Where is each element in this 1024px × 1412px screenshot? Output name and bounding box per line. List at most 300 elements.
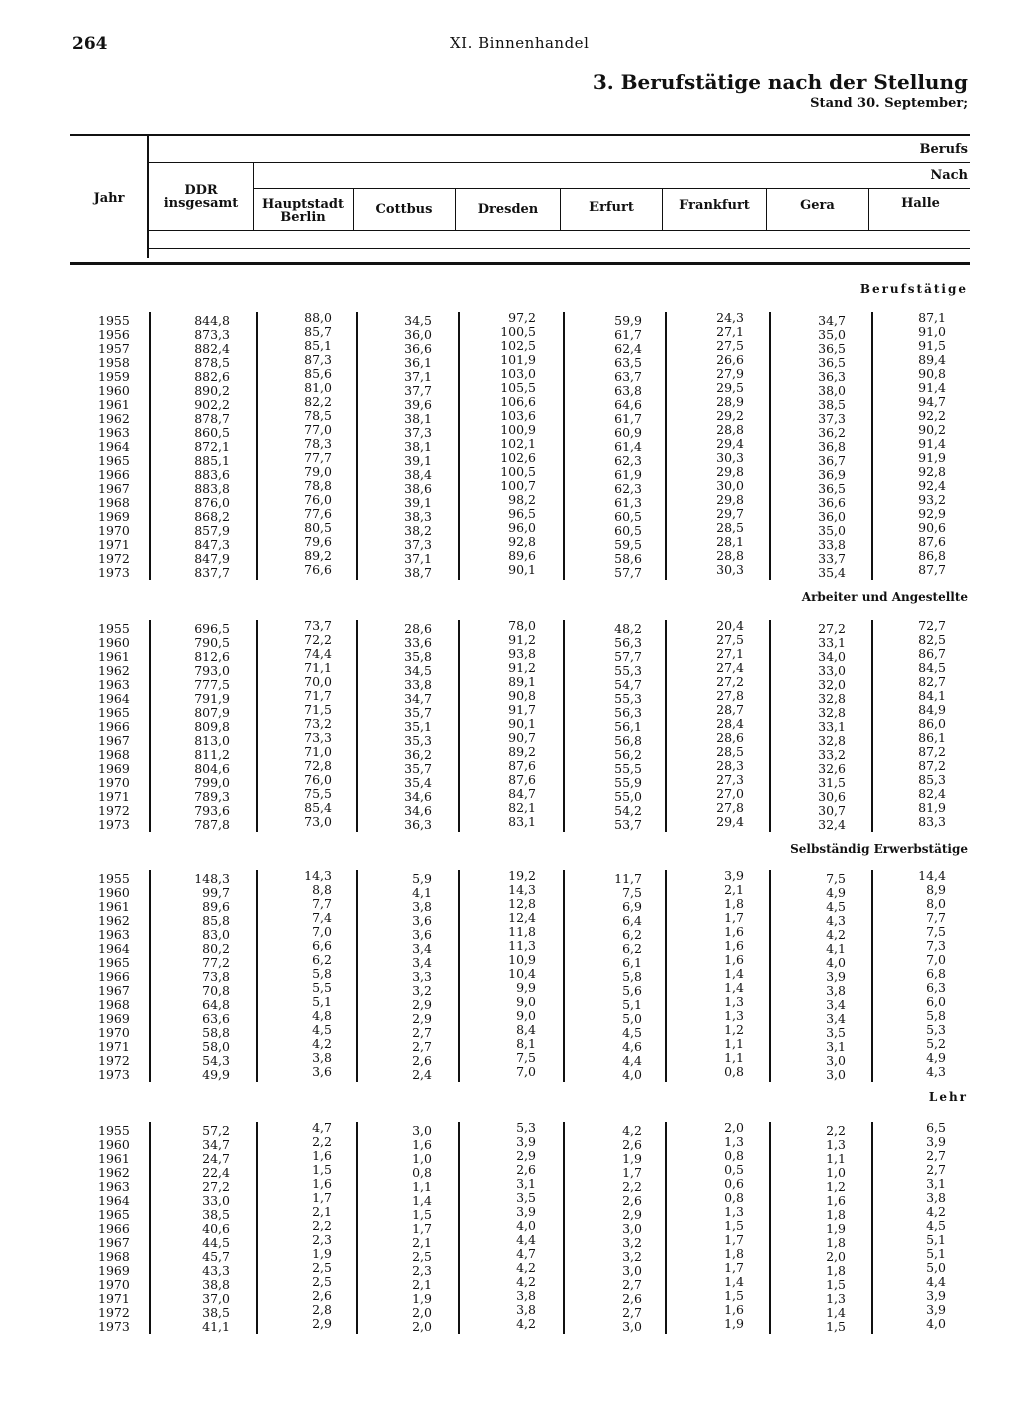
header-col-sep xyxy=(253,163,254,230)
value-cell: 22,4 xyxy=(202,1165,230,1180)
value-cell: 873,3 xyxy=(194,327,230,342)
value-column xyxy=(614,622,642,832)
value-cell: 89,2 xyxy=(508,744,536,759)
value-cell: 811,2 xyxy=(194,747,230,762)
value-cell: 89,6 xyxy=(202,899,230,914)
value-cell: 92,9 xyxy=(918,506,946,521)
value-cell: 27,2 xyxy=(716,674,744,689)
value-cell: 3,9 xyxy=(826,969,846,984)
value-cell: 2,0 xyxy=(826,1249,846,1264)
header-divider xyxy=(147,136,149,258)
value-cell: 56,8 xyxy=(614,733,642,748)
year-cell: 1966 xyxy=(98,719,130,734)
value-cell: 1,3 xyxy=(826,1291,846,1306)
value-cell: 103,0 xyxy=(500,366,536,381)
value-cell: 36,7 xyxy=(818,453,846,468)
value-cell: 860,5 xyxy=(194,425,230,440)
value-column xyxy=(304,619,332,829)
value-cell: 2,1 xyxy=(312,1204,332,1219)
value-cell: 61,7 xyxy=(614,411,642,426)
chapter-title: XI. Binnenhandel xyxy=(450,34,590,52)
value-cell: 790,5 xyxy=(194,635,230,650)
value-cell: 44,5 xyxy=(202,1235,230,1250)
value-cell: 3,6 xyxy=(412,927,432,942)
value-cell: 73,8 xyxy=(202,969,230,984)
value-cell: 791,9 xyxy=(194,691,230,706)
value-cell: 4,3 xyxy=(826,913,846,928)
value-cell: 11,3 xyxy=(508,938,536,953)
value-cell: 36,5 xyxy=(818,355,846,370)
value-cell: 81,9 xyxy=(918,800,946,815)
value-column xyxy=(818,622,846,832)
value-cell: 90,1 xyxy=(508,562,536,577)
value-cell: 54,2 xyxy=(614,803,642,818)
ddr-header: DDR insgesamt xyxy=(163,183,239,211)
value-cell: 33,2 xyxy=(818,747,846,762)
year-column xyxy=(98,622,130,832)
value-cell: 1,1 xyxy=(826,1151,846,1166)
value-cell: 11,8 xyxy=(508,924,536,939)
value-cell: 1,3 xyxy=(724,1008,744,1023)
value-cell: 82,4 xyxy=(918,786,946,801)
value-cell: 696,5 xyxy=(194,621,230,636)
value-cell: 0,8 xyxy=(724,1148,744,1163)
value-cell: 3,5 xyxy=(826,1025,846,1040)
value-cell: 5,8 xyxy=(312,966,332,981)
value-cell: 2,6 xyxy=(622,1193,642,1208)
value-cell: 6,4 xyxy=(622,913,642,928)
year-cell: 1966 xyxy=(98,969,130,984)
value-cell: 81,0 xyxy=(304,380,332,395)
value-cell: 4,2 xyxy=(516,1274,536,1289)
year-cell: 1963 xyxy=(98,927,130,942)
value-cell: 60,5 xyxy=(614,523,642,538)
value-cell: 55,3 xyxy=(614,691,642,706)
value-cell: 27,0 xyxy=(716,786,744,801)
value-column xyxy=(724,869,744,1079)
value-cell: 2,7 xyxy=(412,1025,432,1040)
year-cell: 1960 xyxy=(98,383,130,398)
value-cell: 36,0 xyxy=(818,509,846,524)
value-cell: 1,9 xyxy=(412,1291,432,1306)
value-cell: 37,3 xyxy=(404,425,432,440)
value-cell: 6,6 xyxy=(312,938,332,953)
column-separator xyxy=(769,312,771,580)
value-cell: 92,2 xyxy=(918,408,946,423)
column-separator xyxy=(149,620,151,832)
col-header-cottbus: Cottbus xyxy=(375,202,433,217)
year-cell: 1972 xyxy=(98,1305,130,1320)
value-cell: 102,5 xyxy=(500,338,536,353)
value-cell: 29,4 xyxy=(716,436,744,451)
value-cell: 1,8 xyxy=(724,896,744,911)
value-cell: 2,8 xyxy=(312,1302,332,1317)
section-title: Berufstätige xyxy=(859,282,968,296)
value-cell: 882,6 xyxy=(194,369,230,384)
value-cell: 32,4 xyxy=(818,817,846,832)
year-cell: 1972 xyxy=(98,1053,130,1068)
value-cell: 89,4 xyxy=(918,352,946,367)
value-cell: 88,0 xyxy=(304,310,332,325)
section-title: Selbständig Erwerbstätige xyxy=(790,842,968,856)
year-cell: 1968 xyxy=(98,495,130,510)
value-cell: 2,9 xyxy=(412,997,432,1012)
value-cell: 4,9 xyxy=(826,885,846,900)
year-cell: 1970 xyxy=(98,775,130,790)
header-rule-3 xyxy=(149,230,970,231)
value-cell: 34,5 xyxy=(404,313,432,328)
value-cell: 6,5 xyxy=(926,1120,946,1135)
value-cell: 3,2 xyxy=(622,1235,642,1250)
value-cell: 5,0 xyxy=(622,1011,642,1026)
year-cell: 1960 xyxy=(98,635,130,650)
value-cell: 78,0 xyxy=(508,618,536,633)
value-cell: 87,6 xyxy=(918,534,946,549)
value-cell: 2,1 xyxy=(724,882,744,897)
value-cell: 7,0 xyxy=(926,952,946,967)
value-cell: 64,8 xyxy=(202,997,230,1012)
value-cell: 87,6 xyxy=(508,758,536,773)
header-col-sep xyxy=(560,188,561,230)
value-column xyxy=(724,1121,744,1331)
value-cell: 3,8 xyxy=(312,1050,332,1065)
value-cell: 4,2 xyxy=(516,1260,536,1275)
value-column xyxy=(614,872,642,1082)
value-cell: 1,4 xyxy=(412,1193,432,1208)
value-cell: 85,4 xyxy=(304,800,332,815)
value-cell: 80,2 xyxy=(202,941,230,956)
value-cell: 1,6 xyxy=(724,924,744,939)
value-cell: 6,2 xyxy=(622,927,642,942)
column-separator xyxy=(458,870,460,1082)
value-cell: 84,9 xyxy=(918,702,946,717)
value-cell: 4,0 xyxy=(516,1218,536,1233)
value-cell: 33,6 xyxy=(404,635,432,650)
value-cell: 34,7 xyxy=(818,313,846,328)
column-separator xyxy=(871,312,873,580)
value-cell: 36,3 xyxy=(818,369,846,384)
value-column xyxy=(918,619,946,829)
value-cell: 5,6 xyxy=(622,983,642,998)
year-column xyxy=(98,1124,130,1334)
value-cell: 1,6 xyxy=(724,1302,744,1317)
value-cell: 8,1 xyxy=(516,1036,536,1051)
value-cell: 36,2 xyxy=(818,425,846,440)
value-cell: 883,6 xyxy=(194,467,230,482)
value-cell: 62,3 xyxy=(614,453,642,468)
column-separator xyxy=(149,312,151,580)
column-separator xyxy=(563,620,565,832)
value-cell: 37,1 xyxy=(404,551,432,566)
value-cell: 7,5 xyxy=(622,885,642,900)
value-cell: 1,5 xyxy=(412,1207,432,1222)
value-cell: 1,7 xyxy=(724,910,744,925)
value-cell: 2,9 xyxy=(622,1207,642,1222)
value-cell: 3,8 xyxy=(826,983,846,998)
value-cell: 78,3 xyxy=(304,436,332,451)
value-cell: 63,7 xyxy=(614,369,642,384)
table-subtitle: Stand 30. September; xyxy=(810,96,968,111)
value-cell: 28,8 xyxy=(716,422,744,437)
value-cell: 98,2 xyxy=(508,492,536,507)
value-column xyxy=(194,622,230,832)
value-cell: 90,6 xyxy=(918,520,946,535)
year-cell: 1969 xyxy=(98,509,130,524)
value-cell: 56,1 xyxy=(614,719,642,734)
value-cell: 2,7 xyxy=(622,1277,642,1292)
value-cell: 77,7 xyxy=(304,450,332,465)
value-cell: 86,7 xyxy=(918,646,946,661)
value-cell: 3,4 xyxy=(826,1011,846,1026)
value-cell: 3,9 xyxy=(516,1204,536,1219)
column-separator xyxy=(871,1122,873,1334)
value-cell: 37,1 xyxy=(404,369,432,384)
value-cell: 60,5 xyxy=(614,509,642,524)
value-cell: 87,1 xyxy=(918,310,946,325)
column-separator xyxy=(458,620,460,832)
value-cell: 61,3 xyxy=(614,495,642,510)
value-cell: 33,8 xyxy=(404,677,432,692)
value-cell: 2,2 xyxy=(312,1218,332,1233)
value-cell: 54,3 xyxy=(202,1053,230,1068)
value-cell: 28,1 xyxy=(716,534,744,549)
value-cell: 8,9 xyxy=(926,882,946,897)
value-cell: 55,3 xyxy=(614,663,642,678)
column-separator xyxy=(458,312,460,580)
value-cell: 2,5 xyxy=(412,1249,432,1264)
value-cell: 33,8 xyxy=(818,537,846,552)
value-cell: 8,4 xyxy=(516,1022,536,1037)
value-cell: 5,3 xyxy=(516,1120,536,1135)
value-cell: 30,7 xyxy=(818,803,846,818)
value-cell: 1,7 xyxy=(312,1190,332,1205)
value-cell: 24,3 xyxy=(716,310,744,325)
value-cell: 1,3 xyxy=(724,1204,744,1219)
column-separator xyxy=(665,870,667,1082)
value-cell: 32,8 xyxy=(818,691,846,706)
value-cell: 1,5 xyxy=(724,1218,744,1233)
value-cell: 78,8 xyxy=(304,478,332,493)
header-rule-2 xyxy=(253,188,970,189)
value-cell: 84,7 xyxy=(508,786,536,801)
value-cell: 27,9 xyxy=(716,366,744,381)
value-cell: 89,2 xyxy=(304,548,332,563)
value-cell: 56,3 xyxy=(614,705,642,720)
value-cell: 20,4 xyxy=(716,618,744,633)
value-cell: 9,9 xyxy=(516,980,536,995)
value-cell: 1,7 xyxy=(724,1232,744,1247)
value-cell: 80,5 xyxy=(304,520,332,535)
value-cell: 24,7 xyxy=(202,1151,230,1166)
value-cell: 3,6 xyxy=(312,1064,332,1079)
year-cell: 1958 xyxy=(98,355,130,370)
value-cell: 29,4 xyxy=(716,814,744,829)
value-cell: 813,0 xyxy=(194,733,230,748)
value-cell: 5,5 xyxy=(312,980,332,995)
col-header-erfurt: Erfurt xyxy=(589,200,634,215)
col-header-berlin: Hauptstadt Berlin xyxy=(261,197,345,225)
value-cell: 35,7 xyxy=(404,761,432,776)
value-cell: 804,6 xyxy=(194,761,230,776)
value-cell: 33,0 xyxy=(818,663,846,678)
value-cell: 39,1 xyxy=(404,453,432,468)
value-cell: 38,5 xyxy=(202,1305,230,1320)
value-cell: 1,3 xyxy=(724,994,744,1009)
col-header-dresden: Dresden xyxy=(477,202,539,217)
value-cell: 72,2 xyxy=(304,632,332,647)
value-cell: 2,2 xyxy=(312,1134,332,1149)
value-cell: 36,8 xyxy=(818,439,846,454)
value-cell: 32,0 xyxy=(818,677,846,692)
value-cell: 101,9 xyxy=(500,352,536,367)
value-cell: 5,1 xyxy=(926,1232,946,1247)
year-cell: 1964 xyxy=(98,691,130,706)
value-cell: 63,8 xyxy=(614,383,642,398)
value-cell: 39,1 xyxy=(404,495,432,510)
year-cell: 1955 xyxy=(98,1123,130,1138)
value-cell: 78,5 xyxy=(304,408,332,423)
value-cell: 1,8 xyxy=(826,1235,846,1250)
value-cell: 3,5 xyxy=(516,1190,536,1205)
value-cell: 37,3 xyxy=(818,411,846,426)
value-cell: 61,9 xyxy=(614,467,642,482)
value-cell: 5,0 xyxy=(926,1260,946,1275)
value-cell: 35,0 xyxy=(818,523,846,538)
value-cell: 4,4 xyxy=(622,1053,642,1068)
value-cell: 2,7 xyxy=(622,1305,642,1320)
value-cell: 71,7 xyxy=(304,688,332,703)
value-cell: 90,2 xyxy=(918,422,946,437)
value-column xyxy=(826,1124,846,1334)
value-cell: 1,0 xyxy=(412,1151,432,1166)
value-cell: 3,6 xyxy=(412,913,432,928)
value-cell: 37,7 xyxy=(404,383,432,398)
value-cell: 9,0 xyxy=(516,1008,536,1023)
value-cell: 73,0 xyxy=(304,814,332,829)
value-cell: 148,3 xyxy=(194,871,230,886)
value-cell: 76,0 xyxy=(304,492,332,507)
year-cell: 1964 xyxy=(98,1193,130,1208)
year-cell: 1970 xyxy=(98,523,130,538)
value-cell: 34,0 xyxy=(818,649,846,664)
value-cell: 7,0 xyxy=(516,1064,536,1079)
value-cell: 5,1 xyxy=(926,1246,946,1261)
value-cell: 9,0 xyxy=(516,994,536,1009)
value-cell: 76,0 xyxy=(304,772,332,787)
value-cell: 38,2 xyxy=(404,523,432,538)
value-cell: 3,4 xyxy=(412,955,432,970)
value-cell: 36,5 xyxy=(818,341,846,356)
value-cell: 1,9 xyxy=(622,1151,642,1166)
nach-header: Nach xyxy=(930,168,968,183)
value-cell: 85,3 xyxy=(918,772,946,787)
value-cell: 27,1 xyxy=(716,646,744,661)
value-cell: 3,8 xyxy=(516,1288,536,1303)
value-cell: 876,0 xyxy=(194,495,230,510)
value-cell: 12,4 xyxy=(508,910,536,925)
value-cell: 878,7 xyxy=(194,411,230,426)
year-cell: 1967 xyxy=(98,1235,130,1250)
value-cell: 4,2 xyxy=(926,1204,946,1219)
header-col-sep xyxy=(766,188,767,230)
value-cell: 3,0 xyxy=(622,1263,642,1278)
value-cell: 2,0 xyxy=(724,1120,744,1135)
value-cell: 6,1 xyxy=(622,955,642,970)
header-top-rule xyxy=(70,134,970,136)
value-cell: 93,2 xyxy=(918,492,946,507)
value-cell: 38,8 xyxy=(202,1277,230,1292)
value-cell: 28,6 xyxy=(404,621,432,636)
value-cell: 2,1 xyxy=(412,1235,432,1250)
value-cell: 84,1 xyxy=(918,688,946,703)
value-cell: 7,7 xyxy=(926,910,946,925)
value-cell: 33,0 xyxy=(202,1193,230,1208)
year-column xyxy=(98,314,130,580)
value-cell: 27,8 xyxy=(716,688,744,703)
column-separator xyxy=(769,1122,771,1334)
value-cell: 3,9 xyxy=(926,1302,946,1317)
value-cell: 885,1 xyxy=(194,453,230,468)
value-cell: 4,0 xyxy=(826,955,846,970)
value-cell: 53,7 xyxy=(614,817,642,832)
value-column xyxy=(918,869,946,1079)
value-cell: 32,8 xyxy=(818,705,846,720)
value-cell: 1,9 xyxy=(312,1246,332,1261)
value-cell: 39,6 xyxy=(404,397,432,412)
value-cell: 2,1 xyxy=(412,1277,432,1292)
value-cell: 97,2 xyxy=(508,310,536,325)
value-cell: 6,2 xyxy=(622,941,642,956)
year-cell: 1968 xyxy=(98,1249,130,1264)
value-cell: 7,5 xyxy=(516,1050,536,1065)
value-cell: 35,0 xyxy=(818,327,846,342)
value-cell: 4,5 xyxy=(622,1025,642,1040)
value-cell: 61,4 xyxy=(614,439,642,454)
value-cell: 100,5 xyxy=(500,464,536,479)
year-cell: 1969 xyxy=(98,1263,130,1278)
value-cell: 3,9 xyxy=(516,1134,536,1149)
value-cell: 57,7 xyxy=(614,565,642,580)
value-cell: 35,4 xyxy=(404,775,432,790)
value-cell: 71,0 xyxy=(304,744,332,759)
value-cell: 1,3 xyxy=(826,1137,846,1152)
year-cell: 1962 xyxy=(98,663,130,678)
value-cell: 34,6 xyxy=(404,803,432,818)
value-cell: 56,3 xyxy=(614,635,642,650)
value-cell: 33,1 xyxy=(818,719,846,734)
value-cell: 3,0 xyxy=(412,1123,432,1138)
value-cell: 4,3 xyxy=(926,1064,946,1079)
value-cell: 27,2 xyxy=(202,1179,230,1194)
value-cell: 1,3 xyxy=(724,1134,744,1149)
value-cell: 55,9 xyxy=(614,775,642,790)
value-cell: 99,7 xyxy=(202,885,230,900)
value-cell: 3,4 xyxy=(412,941,432,956)
year-cell: 1962 xyxy=(98,913,130,928)
value-cell: 10,9 xyxy=(508,952,536,967)
column-separator xyxy=(871,620,873,832)
column-separator xyxy=(149,1122,151,1334)
value-cell: 87,7 xyxy=(918,562,946,577)
column-separator xyxy=(665,620,667,832)
value-cell: 72,7 xyxy=(918,618,946,633)
value-cell: 4,6 xyxy=(622,1039,642,1054)
berufs-header: Berufs xyxy=(919,142,968,157)
value-cell: 73,7 xyxy=(304,618,332,633)
value-cell: 70,8 xyxy=(202,983,230,998)
value-column xyxy=(508,869,536,1079)
value-column xyxy=(412,872,432,1082)
